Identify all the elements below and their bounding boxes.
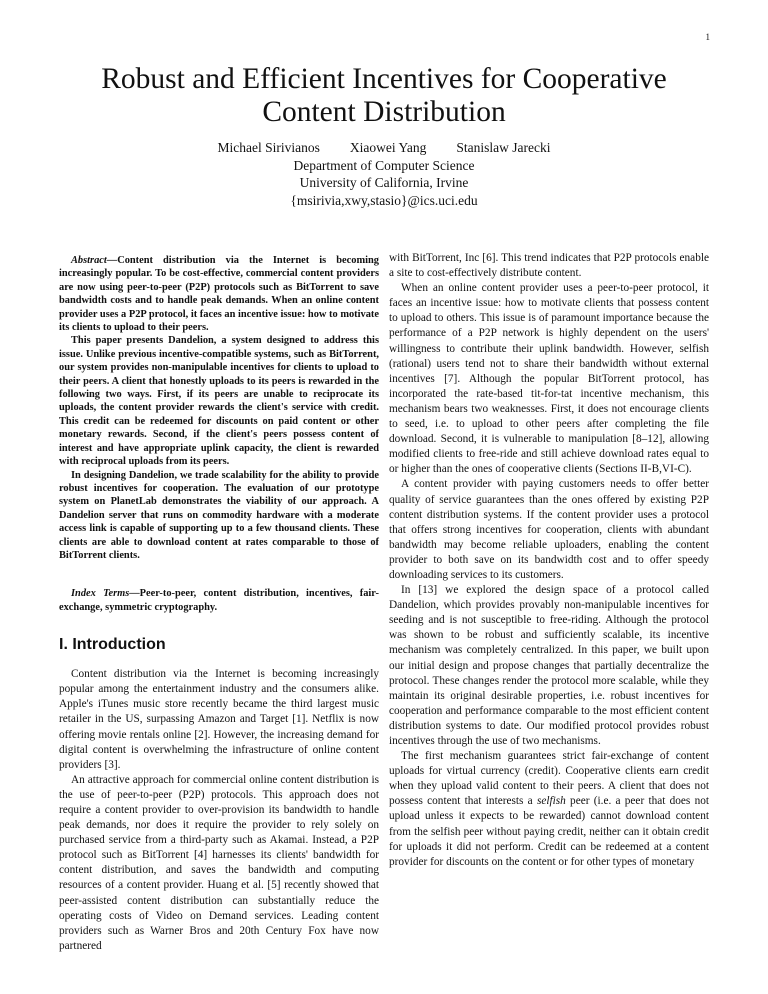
email: {msirivia,xwy,stasio}@ics.uci.edu	[290, 192, 478, 208]
department: Department of Computer Science	[293, 157, 475, 173]
body-paragraph: with BitTorrent, Inc [6]. This trend indicates that P2P protocols enable a site to cost-effectively distribute content.	[389, 252, 709, 280]
abstract-paragraph: In designing Dandelion, we trade scalability for the ability to provide robust incentives for cooperation. The evaluation of our prototype system on PlanetLab demonstrates the viability of our approach. A Dandelion server that runs on commodity hardware with a moderate access link is capable of supporting up to a few thousand clients. These clients are able to download content at rates comparable to those of BitTorrent clients.	[59, 469, 379, 561]
index-terms-label: Index Terms	[71, 588, 130, 600]
emphasis: selfish	[536, 795, 566, 808]
body-paragraph: A content provider with paying customers needs to offer better quality of service guarantees than the ones offered by existing P2P content distribution systems. If the content provider uses a protocol that offers strong incentives for cooperation, clients with abundant bandwidth may become reliable uploaders, enabling the content provider to both save on its bandwidth cost and to offer speedy downloading services to its customers.	[389, 478, 709, 581]
author-name: Xiaowei Yang	[349, 140, 427, 155]
body-paragraph: In [13] we explored the design space of a protocol called Dandelion, which provides provably non-manipulable incentives for seeding and is not susceptible to free-riding. Although the protocol was shown to be robust and sufficiently scalable, its incentive mechanism was completely centralized. In this paper, we built upon our initial design and propose changes that partially decentralize the protocol. These changes render the protocol more scalable, while they maintain its original desirable properties, i.e. robust incentives for cooperation and performance comparable to the most efficient content distribution systems to date. Our modified protocol provides robust incentives through the use of two mechanisms.	[389, 584, 709, 747]
page-number: 1	[705, 32, 710, 42]
index-terms: Index Terms—Peer-to-peer, content distribution, incentives, fair-exchange, symmetric cryptography.	[59, 588, 379, 613]
author-block	[60, 139, 708, 209]
body-paragraph: An attractive approach for commercial online content distribution is the use of peer-to-peer (P2P) protocols. This approach does not require a content provider to over-provision its bandwidth to handle peak demands, nor does it require the provider to rely solely on purchased service from a third-party such as Akamai. Instead, a P2P protocol such as BitTorrent [4] harnesses its clients' bandwidth for content distribution, and saves the bandwidth and computing resources of a content provider. Huang et al. [5] recently showed that peer-assisted content distribution can substantially reduce the operating costs of Video on Demand services. Leading content providers such as Warner Bros and 20th Century Fox have now partnered	[59, 773, 379, 952]
body-paragraph: When an online content provider uses a peer-to-peer protocol, it faces an incentive issue: how to motivate clients that possess content to upload to others. This issue is of paramount importance because the performance of a P2P network is highly dependent on the users' willingness to contribute their uplink bandwidth. However, selfish (rational) users tend not to share their bandwidth without external incentives [7]. Although the popular BitTorrent protocol, has incorporated the rate-based tit-for-tat incentive mechanism, this mechanism bears two weaknesses. First, it does not encourage clients to seed, i.e. to upload to other peers after completing the file download. Second, it is vulnerable to manipulation [8–12], allowing modified clients to free-ride and still achieve download rates equal to or higher than the ones of cooperative clients (Sections II-B,VI-C).	[389, 282, 709, 476]
paper-title: Robust and Efficient Incentives for Cooperative Content Distribution	[101, 63, 667, 128]
author-list	[60, 139, 708, 157]
abstract-paragraph: Abstract—Content distribution via the Internet is becoming increasingly popular. To be cost-effective, commercial content providers are now using peer-to-peer (P2P) protocols such as BitTorrent to save bandwidth costs and to handle peak demands. When an online content provider uses a P2P protocol, it faces an incentive issue: how to motivate its clients to upload to their peers.	[59, 255, 379, 334]
abstract-paragraph: This paper presents Dandelion, a system designed to address this issue. Unlike previous incentive-compatible systems, such as BitTorrent, our system provides non-manipulable incentives for clients to upload to their peers. A client that honestly uploads to its peers is rewarded in the following two ways. First, if its peers are unable to reciprocate its uploads, the content provider rewards the client's service with credit. This credit can be redeemed for discounts on paid content or other monetary rewards. Second, if the client's peers possess content of interest and have appropriate uplink capacity, the client is rewarded with reciprocal uploads from its peers.	[59, 335, 379, 468]
abstract	[59, 254, 379, 562]
abstract-label: Abstract	[71, 255, 107, 266]
author-name: Michael Sirivianos	[217, 140, 320, 155]
body-paragraph: The first mechanism guarantees strict fair-exchange of content uploads for virtual currency (credit). Cooperative clients earn credit when they upload valid content to their peers. A client that does not possess content that interests a selfish peer (i.e. a peer that does not upload unless it expects to be rewarded) cannot download content from the selfish peer without paying credit, neither can it obtain credit for uploads it did not perform. Credit can be redeemed at a content provider for discounts on the content or for other types of monetary	[389, 750, 709, 868]
body-paragraph: Content distribution via the Internet is becoming increasingly popular among the entertainment industry and the consumers alike. Apple's iTunes music store recently became the third largest music retailer in the US, surpassing Amazon and Target [1]. Netflix is now offering movie rentals online [2]. However, the increasing demand for digital content is overwhelming the infrastructure of online content providers [3].	[59, 668, 379, 771]
left-column	[59, 254, 379, 954]
section-heading: I. Introduction	[59, 636, 166, 654]
right-column	[389, 251, 709, 870]
university: University of California, Irvine	[299, 175, 469, 190]
author-name: Stanislaw Jarecki	[456, 140, 551, 155]
